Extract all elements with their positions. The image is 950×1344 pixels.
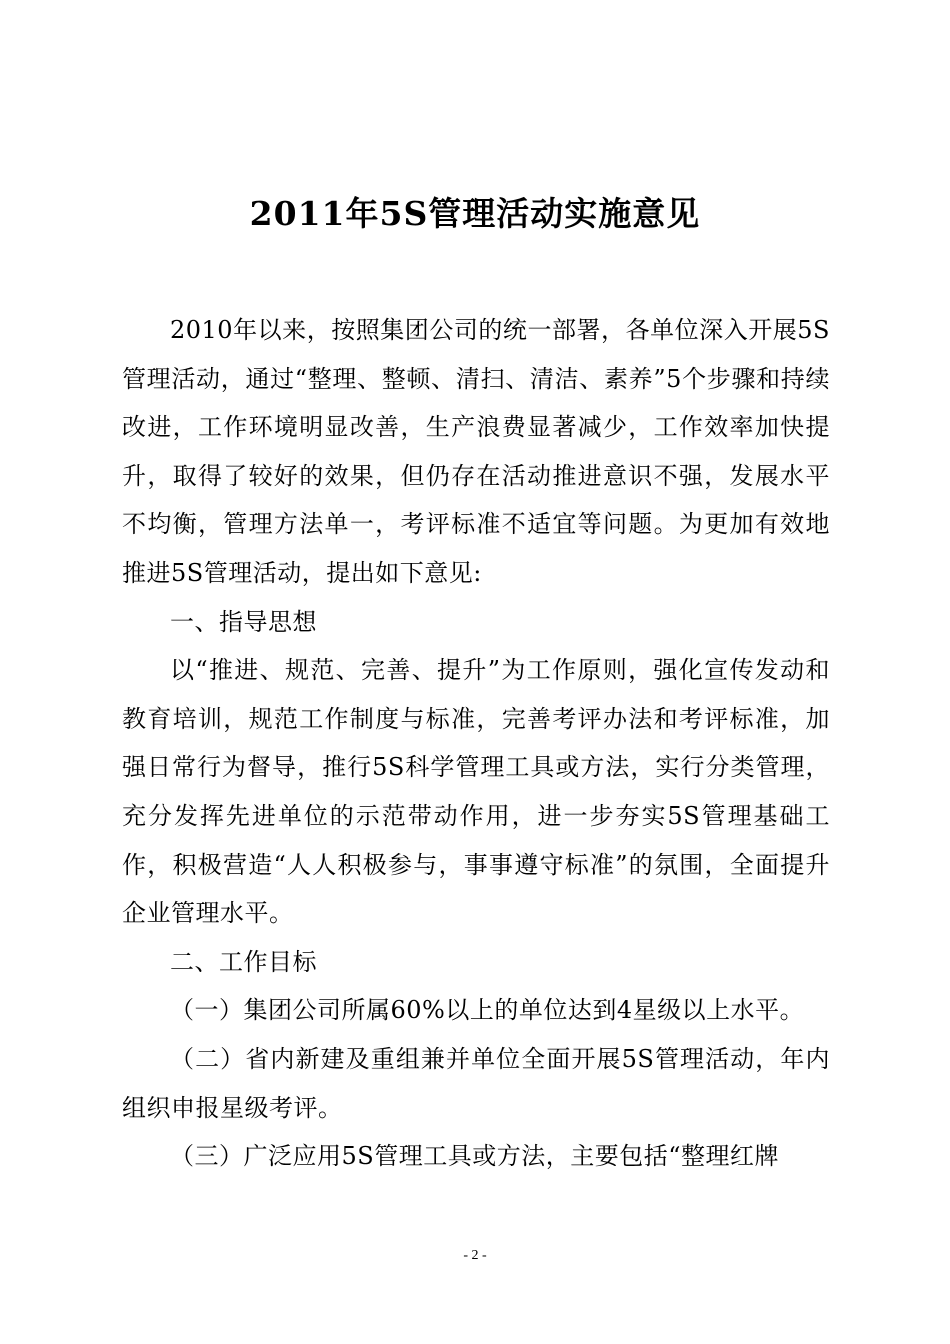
page-number: - 2 - [463, 1248, 487, 1263]
heading-work-goals: 二、工作目标 [170, 947, 317, 976]
paragraph-goal-3: （三）广泛应用5S管理工具或方法，主要包括“整理红牌 [170, 1142, 779, 1171]
paragraph-goal-1: （一）集团公司所属60%以上的单位达到4星级以上水平。 [170, 996, 805, 1025]
paragraph-goal-2: （二）省内新建及重组兼并单位全面开展5S管理活动，年内组织申报星级考评。 [122, 1044, 830, 1122]
paragraph-intro: 2010年以来，按照集团公司的统一部署，各单位深入开展5S管理活动，通过“整理、整顿、清扫、清洁、素养”5个步骤和持续改进，工作环境明显改善，生产浪费显著减少，工作效率加快提升，取得了较好的效果，但仍存在活动推进意识不强，发展水平不均衡，管理方法单一，考评标准不适宜等问题。为更加有效地推进5S管理活动，提出如下意见: [122, 316, 830, 587]
paragraph-guiding-ideology: 以“推进、规范、完善、提升”为工作原则，强化宣传发动和教育培训，规范工作制度与标准，完善考评办法和考评标准，加强日常行为督导，推行5S科学管理工具或方法，实行分类管理，充分发挥先进单位的示范带动作用，进一步夯实5S管理基础工作，积极营造“人人积极参与，事事遵守标准”的氛围，全面提升企业管理水平。 [122, 656, 830, 928]
document-body [122, 306, 830, 1181]
document-title: 2011年5S管理活动实施意见 [249, 194, 701, 233]
heading-guiding-ideology: 一、指导思想 [170, 607, 317, 636]
